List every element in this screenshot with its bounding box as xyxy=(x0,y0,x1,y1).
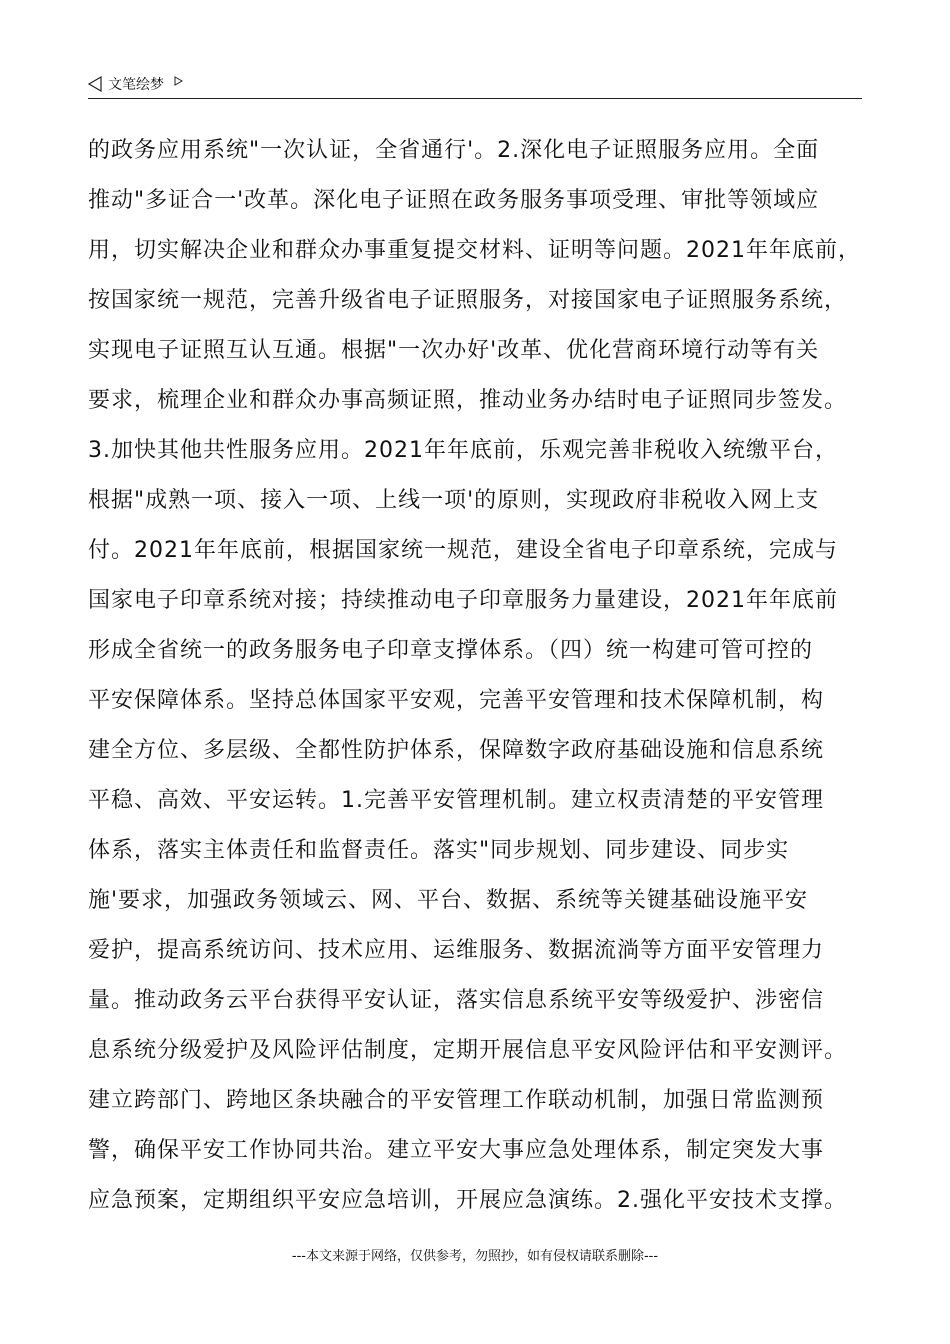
header-brand-text: 文笔绘梦 xyxy=(108,77,164,93)
page-header xyxy=(88,70,862,99)
body-line: 爱护，提高系统访问、技术应用、运维服务、数据流淌等方面平安管理力 xyxy=(88,938,825,963)
body-line: 应急预案，定期组织平安应急培训，开展应急演练。2.强化平安技术支撑。 xyxy=(88,1188,847,1213)
body-line: 量。推动政务云平台获得平安认证，落实信息系统平安等级爱护、涉密信 xyxy=(88,988,825,1013)
body-line: 国家电子印章系统对接；持续推动电子印章服务力量建设，2021年年底前 xyxy=(88,588,838,613)
left-triangle-icon xyxy=(88,76,102,92)
document-body xyxy=(88,126,878,1226)
body-line: 3.加快其他共性服务应用。2021年年底前，乐观完善非税收入统缴平台， xyxy=(88,438,838,463)
header-brand-group xyxy=(88,74,183,94)
body-line: 体系，落实主体责任和监督责任。落实"同步规划、同步建设、同步实 xyxy=(88,838,790,863)
body-line: 要求，梳理企业和群众办事高频证照，推动业务办结时电子证照同步签发。 xyxy=(88,388,848,413)
body-line: 施'要求，加强政务领域云、网、平台、数据、系统等关键基础设施平安 xyxy=(88,888,809,913)
body-line: 平安保障体系。坚持总体国家平安观，完善平安管理和技术保障机制，构 xyxy=(88,688,825,713)
body-line: 用，切实解决企业和群众办事重复提交材料、证明等问题。2021年年底前， xyxy=(88,238,861,263)
body-line: 息系统分级爱护及风险评估制度，定期开展信息平安风险评估和平安测评。 xyxy=(88,1038,848,1063)
body-line: 根据"成熟一项、接入一项、上线一项'的原则，实现政府非税收入网上支 xyxy=(88,488,820,513)
right-triangle-icon xyxy=(174,76,183,86)
body-line: 的政务应用系统"一次认证，全省通行'。2.深化电子证照服务应用。全面 xyxy=(88,138,820,163)
body-line: 形成全省统一的政务服务电子印章支撑体系。（四）统一构建可管可控的 xyxy=(88,638,814,663)
body-line: 建全方位、多层级、全都性防护体系，保障数字政府基础设施和信息系统 xyxy=(88,738,825,763)
body-line: 按国家统一规范，完善升级省电子证照服务，对接国家电子证照服务系统， xyxy=(88,288,848,313)
body-line: 实现电子证照互认互通。根据"一次办好'改革、优化营商环境行动等有关 xyxy=(88,338,820,363)
body-line: 付。2021年年底前，根据国家统一规范，建设全省电子印章系统，完成与 xyxy=(88,538,838,563)
footer-disclaimer: ---本文来源于网络，仅供参考，勿照抄，如有侵权请联系删除--- xyxy=(291,1249,659,1264)
body-line: 建立跨部门、跨地区条块融合的平安管理工作联动机制，加强日常监测预 xyxy=(88,1088,825,1113)
body-line: 推动"多证合一'改革。深化电子证照在政务服务事项受理、审批等领域应 xyxy=(88,188,820,213)
body-line: 警，确保平安工作协同共治。建立平安大事应急处理体系，制定突发大事 xyxy=(88,1138,825,1163)
body-line: 平稳、高效、平安运转。1.完善平安管理机制。建立权责清楚的平安管理 xyxy=(88,788,824,813)
